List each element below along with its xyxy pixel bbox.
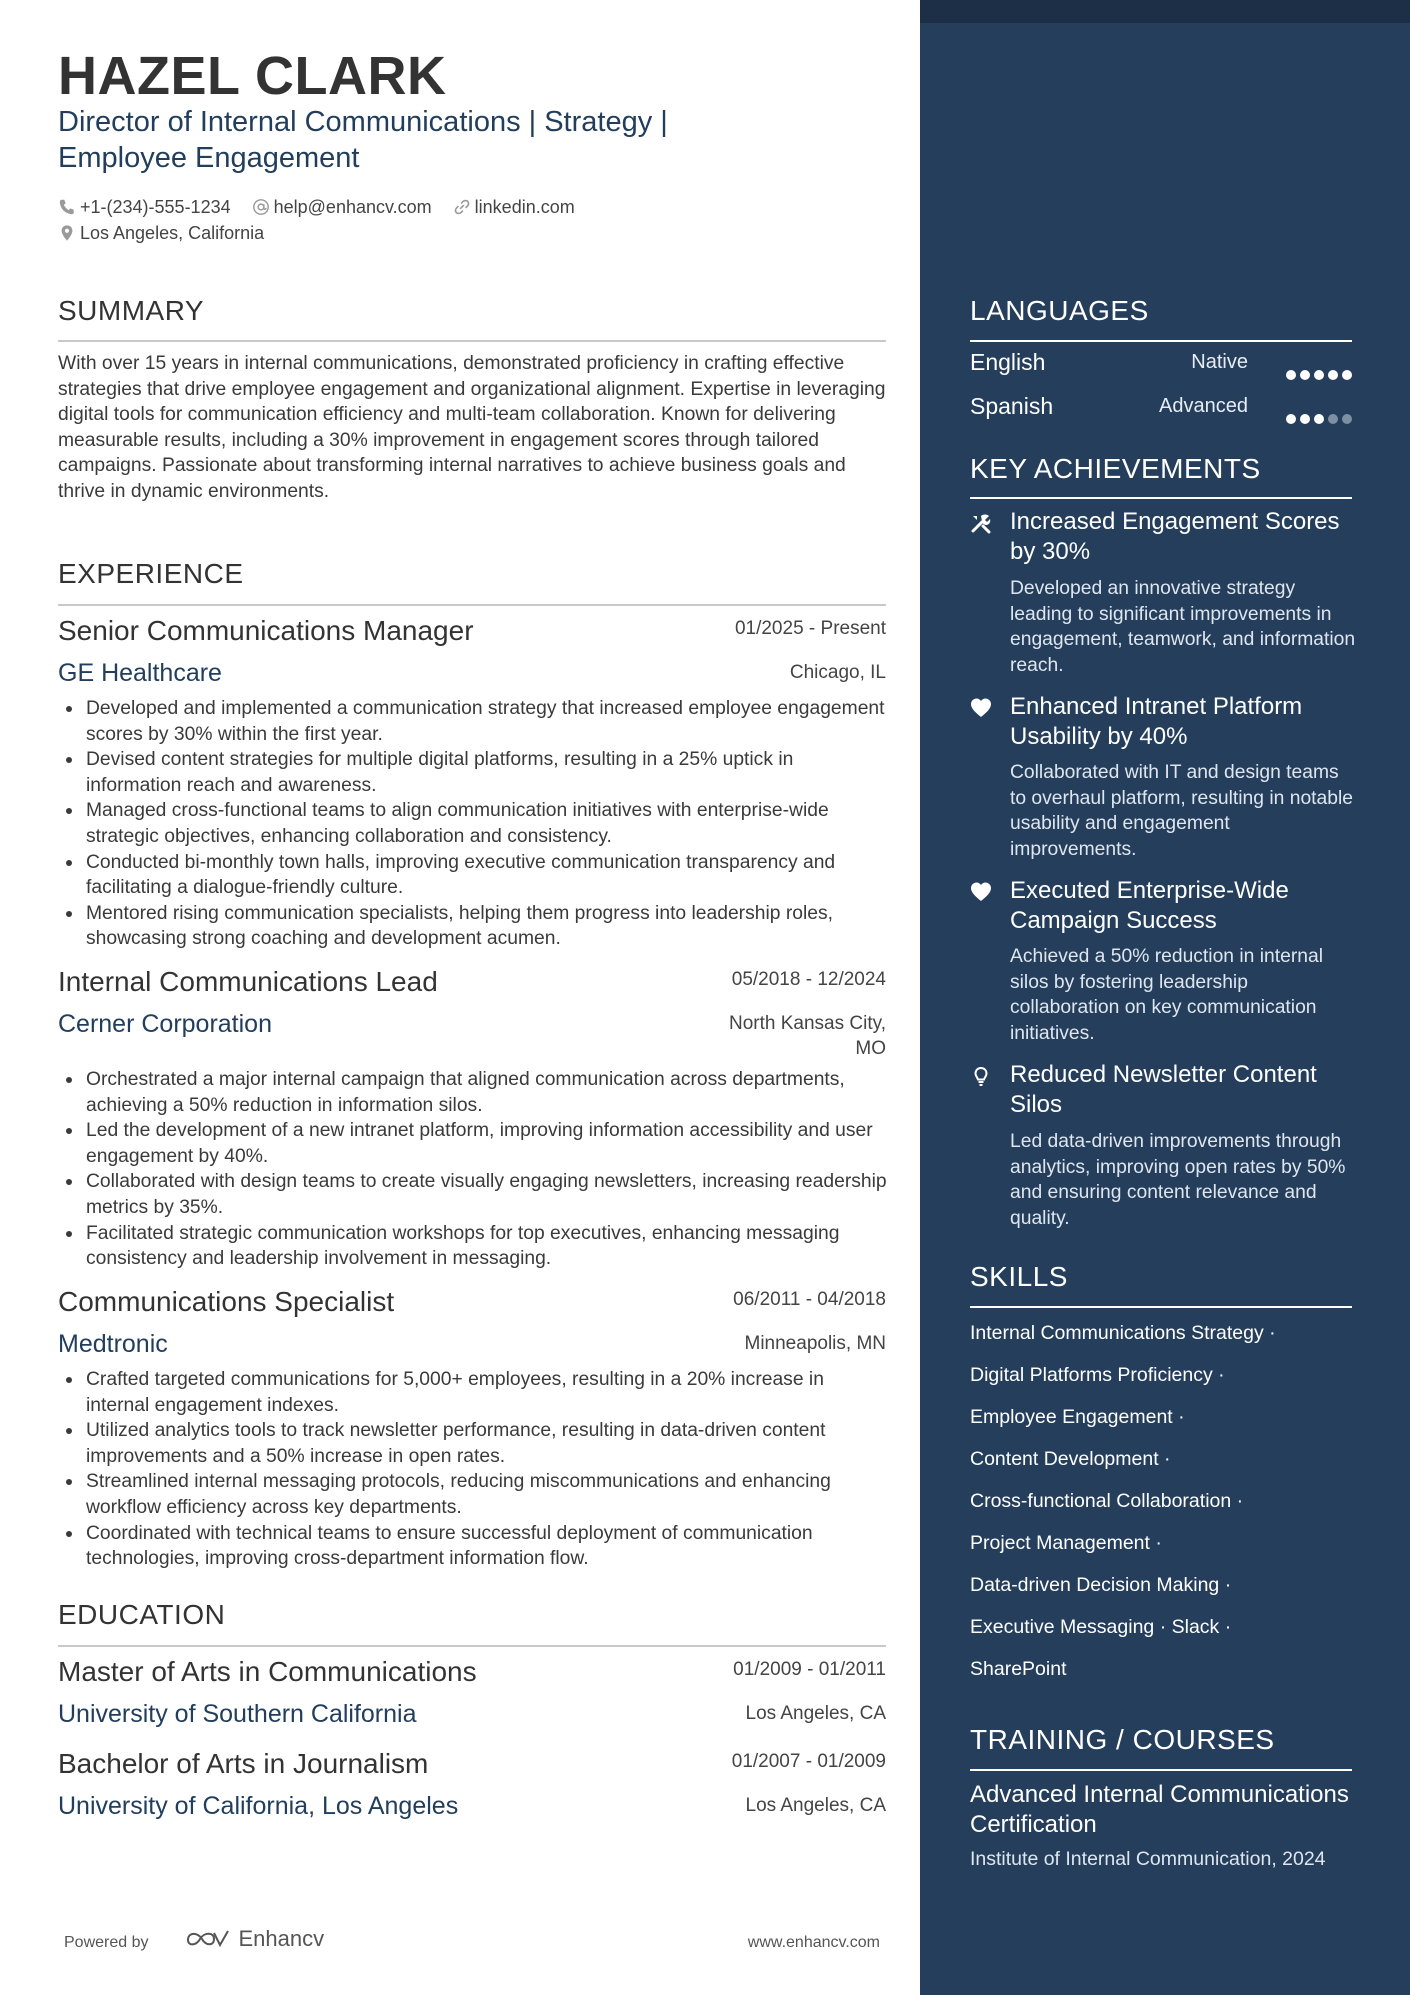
job-bullets [58, 1367, 888, 1572]
job-title: Senior Communications Manager [58, 615, 474, 646]
job-location-line: MO [855, 1038, 886, 1059]
skill-separator: · [1159, 1616, 1167, 1638]
skill-label: Project Management [970, 1532, 1150, 1554]
proficiency-dot-filled [1286, 370, 1296, 380]
proficiency-dot-filled [1300, 370, 1310, 380]
link-icon [453, 198, 471, 216]
bullet-item: Utilized analytics tools to track newsletter performance, resulting in data-driven content improvements and a 50% increase in open rates. [86, 1418, 888, 1469]
summary-divider [58, 340, 886, 342]
languages-divider [970, 340, 1352, 342]
skill-separator: · [1178, 1406, 1185, 1428]
skill-label: Internal Communications Strategy [970, 1322, 1264, 1344]
training-divider [970, 1769, 1352, 1771]
experience-heading: EXPERIENCE [58, 558, 244, 589]
achievement-title: Reduced Newsletter Content Silos [1010, 1061, 1317, 1118]
phone-icon [58, 198, 76, 216]
job-location-line: North Kansas City, [729, 1013, 886, 1034]
bullet-item: Managed cross-functional teams to align communication initiatives with enterprise-wide strategic objectives, enhancing collaboration and consistency. [86, 798, 888, 849]
language-row [970, 349, 1352, 379]
proficiency-dot-filled [1342, 370, 1352, 380]
language-name: Spanish [970, 393, 1054, 419]
contact-location [58, 220, 264, 246]
bullet-item: Crafted targeted communications for 5,000+ employees, resulting in a 20% increase in internal engagement indexes. [86, 1367, 888, 1418]
skill-label: Digital Platforms Proficiency [970, 1364, 1213, 1386]
heart-icon [970, 697, 992, 719]
language-dots [1282, 359, 1352, 369]
skill-separator: · [1224, 1616, 1232, 1638]
school-name: University of California, Los Angeles [58, 1792, 459, 1820]
skill-item [970, 1312, 1360, 1354]
achievements-divider [970, 497, 1352, 499]
proficiency-dot-filled [1286, 414, 1296, 424]
languages-heading: LANGUAGES [970, 295, 1149, 326]
footer-url[interactable]: www.enhancv.com [747, 1934, 880, 1951]
sidebar [920, 0, 1410, 1995]
skill-item [970, 1564, 1360, 1606]
school-location: Los Angeles, CA [745, 1703, 886, 1724]
proficiency-dot-filled [1314, 414, 1324, 424]
skill-separator: · [1224, 1574, 1232, 1596]
training-heading: TRAINING / COURSES [970, 1724, 1275, 1755]
job-company: Cerner Corporation [58, 1010, 272, 1038]
achievement-desc: Developed an innovative strategy leading to significant improvements in engagement, teamwork, and information reach. [1010, 578, 1356, 676]
job-bullets [58, 1067, 888, 1272]
achievements-heading: KEY ACHIEVEMENTS [970, 453, 1261, 484]
job-location [729, 1011, 886, 1061]
bullet-item: Devised content strategies for multiple digital platforms, resulting in a 25% uptick in information reach and awareness. [86, 747, 888, 798]
education-divider [58, 1645, 886, 1647]
language-row [970, 393, 1352, 423]
bullet-item: Facilitated strategic communication workshops for top executives, enhancing messaging consistency and leadership involvement in messaging. [86, 1221, 888, 1272]
skill-item [970, 1396, 1360, 1438]
summary-heading: SUMMARY [58, 295, 205, 326]
job-company: GE Healthcare [58, 659, 222, 687]
achievement-desc: Led data-driven improvements through analytics, improving open rates by 50% and ensuring content relevance and quality. [1010, 1131, 1346, 1229]
bullet-item: Coordinated with technical teams to ensure successful deployment of communication technologies, improving cross-department information flow. [86, 1521, 888, 1572]
skill-label: Data-driven Decision Making [970, 1574, 1220, 1596]
enhancv-logo[interactable] [184, 1926, 324, 1954]
bullet-item: Orchestrated a major internal campaign that aligned communication across departments, achieving a 50% reduction in information silos. [86, 1067, 888, 1118]
job-company: Medtronic [58, 1330, 168, 1358]
proficiency-dot-filled [1314, 370, 1324, 380]
skills-divider [970, 1306, 1352, 1308]
skill-label: Slack [1171, 1616, 1220, 1638]
skills-heading: SKILLS [970, 1261, 1068, 1292]
skill-item [970, 1438, 1360, 1480]
contact-linkedin[interactable] [453, 194, 575, 220]
lightbulb-icon [970, 1066, 992, 1088]
job-title: Communications Specialist [58, 1286, 395, 1317]
achievement-desc: Achieved a 50% reduction in internal silos by fostering leadership collaboration on key communication initiatives. [1010, 946, 1323, 1044]
degree-title: Bachelor of Arts in Journalism [58, 1748, 429, 1779]
proficiency-dot-filled [1300, 414, 1310, 424]
bullet-item: Conducted bi-monthly town halls, improving executive communication transparency and facilitating a dialogue-friendly culture. [86, 850, 888, 901]
skill-label: SharePoint [970, 1658, 1067, 1680]
education-heading: EDUCATION [58, 1599, 226, 1630]
powered-by-label: Powered by [64, 1934, 149, 1951]
language-level: Native [1191, 351, 1248, 373]
candidate-name: HAZEL CLARK [58, 46, 447, 106]
proficiency-dot-empty [1328, 414, 1338, 424]
location-text: Los Angeles, California [80, 223, 265, 243]
language-dots [1282, 403, 1352, 413]
skill-separator: · [1236, 1490, 1244, 1512]
sidebar-top-band [920, 0, 1410, 23]
skill-item [970, 1354, 1360, 1396]
school-name: University of Southern California [58, 1700, 417, 1728]
footer [64, 1926, 880, 1960]
skill-label: Employee Engagement [970, 1406, 1173, 1428]
candidate-headline: Director of Internal Communications | Strategy | Employee Engagement [58, 106, 668, 174]
job-bullets [58, 696, 888, 952]
degree-dates: 01/2007 - 01/2009 [731, 1751, 886, 1772]
job-dates: 05/2018 - 12/2024 [731, 969, 886, 990]
contact-email[interactable] [252, 194, 432, 220]
contact-phone [58, 194, 231, 220]
skill-separator: · [1164, 1448, 1171, 1470]
job-dates: 06/2011 - 04/2018 [733, 1289, 886, 1310]
phone-text: +1-(234)-555-1234 [80, 197, 231, 217]
job-dates: 01/2025 - Present [734, 618, 886, 639]
bullet-item: Streamlined internal messaging protocols, reducing miscommunications and enhancing workflow efficiency across key departments. [86, 1469, 888, 1520]
bullet-item: Collaborated with design teams to create visually engaging newsletters, increasing readership metrics by 35%. [86, 1169, 888, 1220]
training-title: Advanced Internal Communications Certification [970, 1781, 1349, 1838]
contact-info [58, 194, 886, 246]
email-text: help@enhancv.com [273, 197, 432, 217]
bullet-item: Developed and implemented a communication strategy that increased employee engagement scores by 30% within the first year. [86, 696, 888, 747]
skills-list [970, 1312, 1360, 1690]
proficiency-dot-filled [1328, 370, 1338, 380]
achievement-title: Increased Engagement Scores by 30% [1010, 508, 1340, 565]
proficiency-dot-empty [1342, 414, 1352, 424]
skill-item [970, 1606, 1360, 1648]
bullet-item: Led the development of a new intranet platform, improving information accessibility and user engagement by 40%. [86, 1118, 888, 1169]
skill-label: Executive Messaging [970, 1616, 1155, 1638]
skill-item [970, 1480, 1360, 1522]
summary-text: With over 15 years in internal communications, demonstrated proficiency in crafting effective strategies that drive employee engagement and organizational alignment. Expertise in leveraging digital tools for communication efficiency and multi-team collaboration. Known for delivering measurable results, including a 30% improvement in engagement scores through tailored campaigns. Passionate about transforming internal narratives to achieve business goals and thrive in dynamic environments. [58, 353, 886, 502]
experience-divider [58, 604, 886, 606]
skill-separator: · [1155, 1532, 1162, 1554]
job-location: Chicago, IL [789, 662, 886, 683]
skill-label: Cross-functional Collaboration [970, 1490, 1232, 1512]
heart-icon [970, 881, 992, 903]
language-name: English [970, 349, 1046, 375]
degree-dates: 01/2009 - 01/2011 [733, 1659, 886, 1680]
skill-item [970, 1648, 1360, 1690]
job-location: Minneapolis, MN [744, 1333, 886, 1354]
job-title: Internal Communications Lead [58, 966, 438, 997]
skill-separator: · [1218, 1364, 1225, 1386]
tools-icon [970, 512, 992, 534]
skill-item [970, 1522, 1360, 1564]
degree-title: Master of Arts in Communications [58, 1656, 477, 1687]
training-provider: Institute of Internal Communication, 2024 [970, 1848, 1326, 1870]
achievement-title: Enhanced Intranet Platform Usability by 40% [1010, 693, 1303, 750]
at-icon [252, 198, 270, 216]
bullet-item: Mentored rising communication specialists, helping them progress into leadership roles, showcasing strong coaching and development acumen. [86, 901, 888, 952]
language-level: Advanced [1159, 395, 1248, 417]
achievement-title: Executed Enterprise-Wide Campaign Success [1010, 877, 1289, 934]
achievement-desc: Collaborated with IT and design teams to overhaul platform, resulting in notable usability and engagement improvements. [1010, 762, 1353, 860]
enhancv-logo-icon [184, 1926, 232, 1952]
skill-label: Content Development [970, 1448, 1159, 1470]
location-pin-icon [58, 224, 76, 242]
skill-separator: · [1269, 1322, 1276, 1344]
school-location: Los Angeles, CA [745, 1795, 886, 1816]
linkedin-text: linkedin.com [474, 197, 575, 217]
enhancv-brand: Enhancv [238, 1926, 325, 1951]
